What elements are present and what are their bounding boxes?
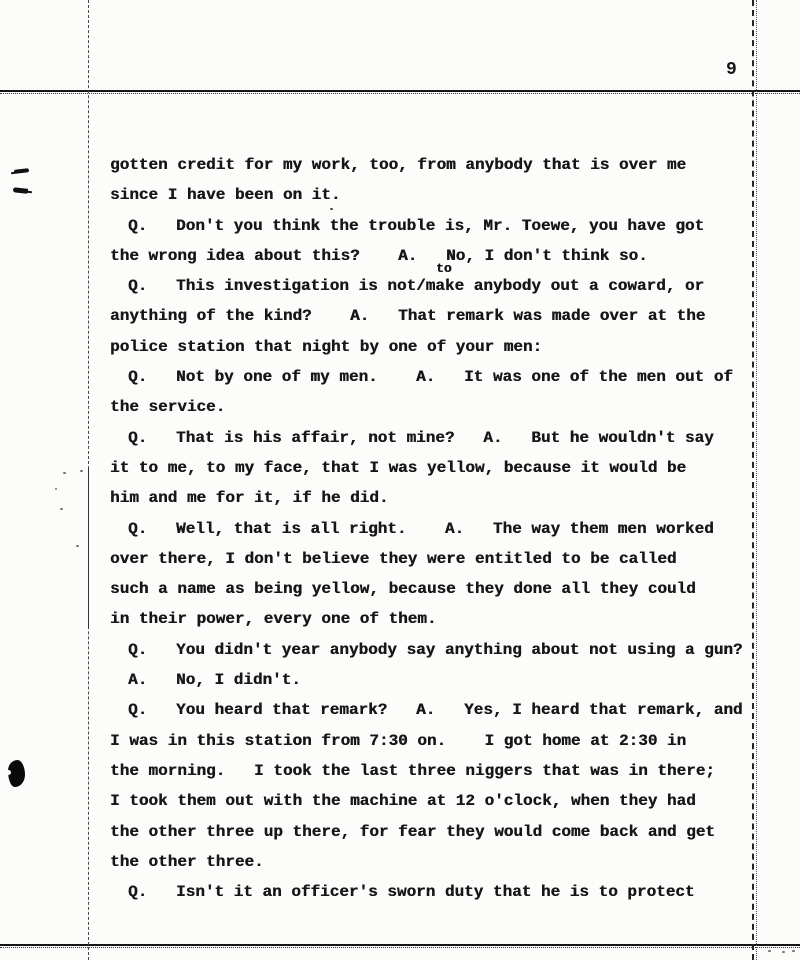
transcript-line: Q. You heard that remark? A. Yes, I heard that remark, and [128,701,743,720]
bottom-rule-line [0,944,800,946]
transcript-line: A. No, I didn't. [128,671,301,690]
transcript-line: since I have been on it. [110,186,341,205]
ink-blob [8,760,25,787]
pencil-speck [792,950,795,952]
bottom-rule-texture [0,947,800,948]
ink-mark [13,187,28,194]
pencil-speck [55,488,57,490]
transcript-line: over there, I don't believe they were entitled to be called [110,549,677,568]
pencil-speck [63,472,66,474]
transcript-line: the wrong idea about this? A. No, I don't think so. [110,246,648,265]
page-number: 9 [726,60,738,80]
pencil-speck [782,951,785,953]
transcript-line: the service. [110,398,226,417]
inserted-word: to [436,261,452,276]
transcript-line: the morning. I took the last three niggers that was in there; [110,761,715,780]
transcript-line: police station that night by one of your men: [110,337,543,356]
transcript-line: the other three up there, for fear they would come back and get [110,822,715,841]
transcript-line: anything of the kind? A. That remark was made over at the [110,307,706,326]
transcript-line: the other three. [110,852,264,871]
transcript-line: Q. This investigation is not/make anybody out a coward, or [128,277,705,296]
left-margin-rule-segment [88,468,89,628]
transcript-line: Q. Not by one of my men. A. It was one of the men out of [128,368,733,387]
transcript-line: I was in this station from 7:30 on. I got home at 2:30 in [110,731,687,750]
transcript-line: Q. Don't you think the trouble is, Mr. Toewe, you have got [128,216,705,235]
ink-mark [14,168,29,174]
transcript-line: in their power, every one of them. [110,610,437,629]
pencil-speck [76,545,79,547]
pencil-speck [330,208,333,210]
transcript-line: Q. Well, that is all right. A. The way them men worked [128,519,714,538]
transcript-line: Q. Isn't it an officer's sworn duty that he is to protect [128,883,695,902]
transcript-line: gotten credit for my work, too, from anybody that is over me [110,156,687,174]
transcript-line: such a name as being yellow, because they done all they could [110,580,696,599]
transcript-line: Q. That is his affair, not mine? A. But he wouldn't say [128,428,714,447]
transcript-line: him and me for it, if he did. [110,489,389,508]
pencil-speck [60,508,63,510]
transcript-line: Q. You didn't year anybody say anything about not using a gun? [128,640,743,659]
transcript-line: it to me, to my face, that I was yellow, because it would be [110,458,687,477]
pencil-speck [768,950,771,952]
top-rule-texture [0,93,800,94]
pencil-speck [80,470,83,472]
top-rule-line [0,90,800,92]
transcript-line: I took them out with the machine at 12 o'clock, when they had [110,792,696,811]
